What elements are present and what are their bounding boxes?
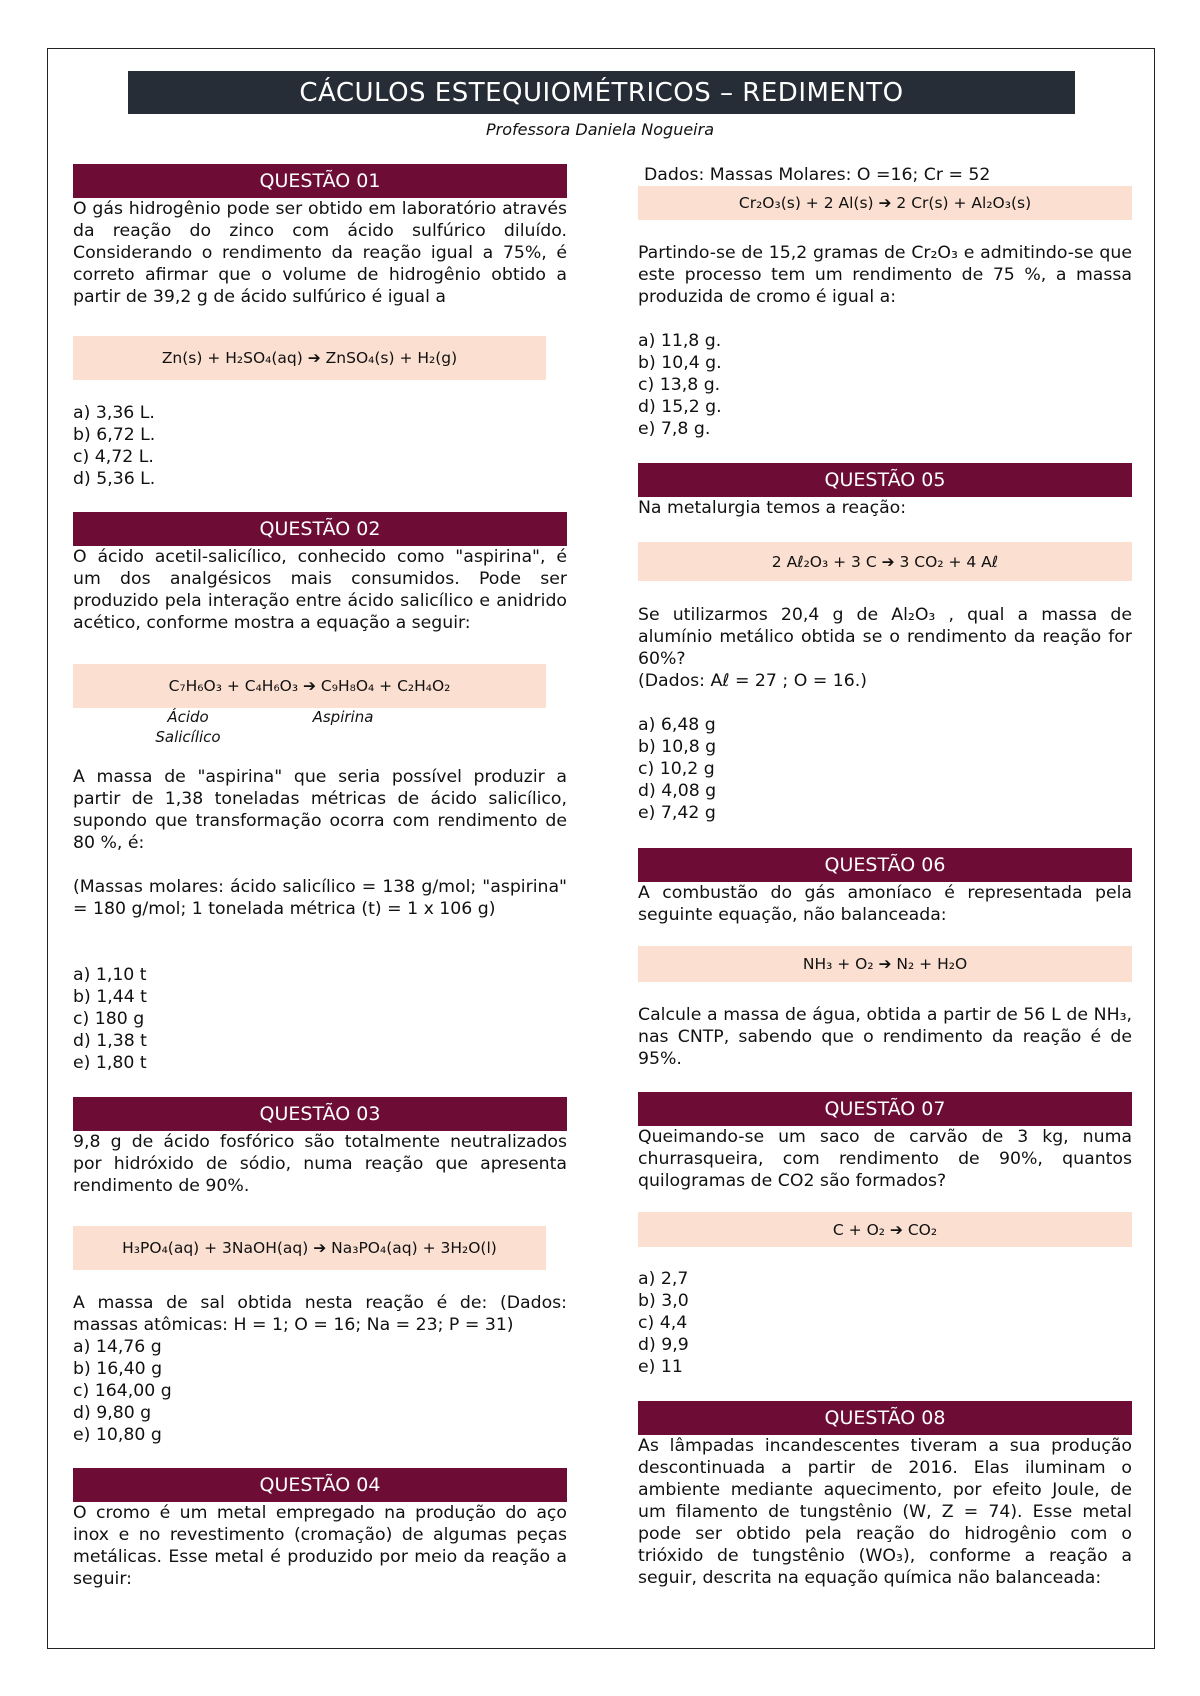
question-01-options xyxy=(73,402,155,490)
question-08-heading: QUESTÃO 08 xyxy=(638,1401,1132,1435)
question-08-text: As lâmpadas incandescentes tiveram a sua produção descontinuada a partir de 2016. Elas iluminam o ambiente mediante aquecimento, por efeito Joule, de um filamento de tungstênio (W, Z = 74). Esse metal pode ser obtido pela reação do hidrogênio com o trióxido de tungstênio (WO₃), conforme a reação a seguir, descrita na equação química não balanceada: xyxy=(638,1436,1132,1588)
question-05-data: (Dados: Aℓ = 27 ; O = 16.) xyxy=(638,671,868,691)
option: b) 10,4 g. xyxy=(638,353,722,373)
author-name: Professora Daniela Nogueira xyxy=(485,120,715,139)
option: c) 180 g xyxy=(73,1009,145,1029)
question-06-text2: Calcule a massa de água, obtida a partir de 56 L de NH₃, nas CNTP, sabendo que o rendimento da reação é de 95%. xyxy=(638,1005,1132,1069)
question-05-heading: QUESTÃO 05 xyxy=(638,463,1132,497)
question-07-heading: QUESTÃO 07 xyxy=(638,1092,1132,1126)
question-04-options xyxy=(638,330,722,440)
option: a) 1,10 t xyxy=(73,965,147,985)
question-04-text2: Partindo-se de 15,2 gramas de Cr₂O₃ e admitindo-se que este processo tem um rendimento de 75 %, a massa produzida de cromo é igual a: xyxy=(638,243,1132,307)
question-02-options xyxy=(73,964,147,1074)
option: b) 10,8 g xyxy=(638,737,717,757)
option: e) 7,42 g xyxy=(638,803,716,823)
option: d) 9,80 g xyxy=(73,1403,152,1423)
question-07-text: Queimando-se um saco de carvão de 3 kg, numa churrasqueira, com rendimento de 90%, quantos quilogramas de CO2 são formados? xyxy=(638,1127,1132,1191)
question-02-data: (Massas molares: ácido salicílico = 138 g/mol; "aspirina" = 180 g/mol; 1 tonelada métrica (t) = 1 x 106 g) xyxy=(73,877,567,919)
label-aspirina: Aspirina xyxy=(312,708,374,726)
question-05-text2: Se utilizarmos 20,4 g de Al₂O₃ , qual a massa de alumínio metálico obtida se o rendimento da reação for 60%? xyxy=(638,605,1132,669)
option: d) 5,36 L. xyxy=(73,469,156,489)
option: b) 1,44 t xyxy=(73,987,147,1007)
question-01-text: O gás hidrogênio pode ser obtido em laboratório através da reação do zinco com ácido sulfúrico diluído. Considerando o rendimento da reação igual a 75%, é correto afirmar que o volume de hidrogênio obtido a partir de 39,2 g de ácido sulfúrico é igual a xyxy=(73,199,567,307)
question-03-heading: QUESTÃO 03 xyxy=(73,1097,567,1131)
option: e) 7,8 g. xyxy=(638,419,711,439)
question-02-text2: A massa de "aspirina" que seria possível produzir a partir de 1,38 toneladas métricas de ácido salicílico, supondo que transformação ocorra com rendimento de 80 %, é: xyxy=(73,767,567,853)
question-07-equation: C + O₂ ➔ CO₂ xyxy=(638,1212,1132,1247)
question-06-equation: NH₃ + O₂ ➔ N₂ + H₂O xyxy=(638,946,1132,982)
option: a) 3,36 L. xyxy=(73,403,155,423)
question-03-options xyxy=(73,1336,172,1446)
option: b) 16,40 g xyxy=(73,1359,163,1379)
option: d) 4,08 g xyxy=(638,781,717,801)
option: a) 11,8 g. xyxy=(638,331,722,351)
question-05-options xyxy=(638,714,716,824)
label-acido-salicilico: Ácido Salicílico xyxy=(155,708,221,746)
option: d) 15,2 g. xyxy=(638,397,722,417)
page-title: CÁCULOS ESTEQUIOMÉTRICOS – REDIMENTO xyxy=(128,71,1075,114)
question-01-heading: QUESTÃO 01 xyxy=(73,164,567,198)
question-02-equation: C₇H₆O₃ + C₄H₆O₃ ➔ C₉H₈O₄ + C₂H₄O₂ xyxy=(73,664,546,708)
option: a) 2,7 xyxy=(638,1269,689,1289)
option: c) 164,00 g xyxy=(73,1381,172,1401)
question-04-equation: Cr₂O₃(s) + 2 Al(s) ➔ 2 Cr(s) + Al₂O₃(s) xyxy=(638,186,1132,220)
option: a) 14,76 g xyxy=(73,1337,162,1357)
question-07-options xyxy=(638,1268,689,1378)
question-05-equation: 2 Aℓ₂O₃ + 3 C ➔ 3 CO₂ + 4 Aℓ xyxy=(638,542,1132,581)
question-03-text: 9,8 g de ácido fosfórico são totalmente neutralizados por hidróxido de sódio, numa reação que apresenta rendimento de 90%. xyxy=(73,1132,567,1196)
option: c) 4,72 L. xyxy=(73,447,154,467)
question-03-text2: A massa de sal obtida nesta reação é de: (Dados: massas atômicas: H = 1; O = 16; Na = 23; P = 31) xyxy=(73,1293,567,1335)
question-04-data: Dados: Massas Molares: O =16; Cr = 52 xyxy=(644,165,991,185)
question-05-text: Na metalurgia temos a reação: xyxy=(638,498,907,518)
question-01-equation: Zn(s) + H₂SO₄(aq) ➔ ZnSO₄(s) + H₂(g) xyxy=(73,336,546,380)
option: c) 10,2 g xyxy=(638,759,715,779)
option: b) 3,0 xyxy=(638,1291,689,1311)
question-04-text: O cromo é um metal empregado na produção do aço inox e no revestimento (cromação) de algumas peças metálicas. Esse metal é produzido por meio da reação a seguir: xyxy=(73,1503,567,1589)
option: d) 1,38 t xyxy=(73,1031,147,1051)
question-03-equation: H₃PO₄(aq) + 3NaOH(aq) ➔ Na₃PO₄(aq) + 3H₂O(l) xyxy=(73,1226,546,1270)
option: a) 6,48 g xyxy=(638,715,716,735)
option: b) 6,72 L. xyxy=(73,425,156,445)
question-02-text: O ácido acetil-salicílico, conhecido como "aspirina", é um dos analgésicos mais consumidos. Pode ser produzido pela interação entre ácido salicílico e anidrido acético, conforme mostra a equação a seguir: xyxy=(73,547,567,633)
option: d) 9,9 xyxy=(638,1335,689,1355)
option: c) 13,8 g. xyxy=(638,375,721,395)
option: c) 4,4 xyxy=(638,1313,688,1333)
question-06-heading: QUESTÃO 06 xyxy=(638,848,1132,882)
option: e) 11 xyxy=(638,1357,683,1377)
question-06-text: A combustão do gás amoníaco é representada pela seguinte equação, não balanceada: xyxy=(638,883,1132,925)
option: e) 1,80 t xyxy=(73,1053,147,1073)
question-02-heading: QUESTÃO 02 xyxy=(73,512,567,546)
option: e) 10,80 g xyxy=(73,1425,162,1445)
question-04-heading: QUESTÃO 04 xyxy=(73,1468,567,1502)
